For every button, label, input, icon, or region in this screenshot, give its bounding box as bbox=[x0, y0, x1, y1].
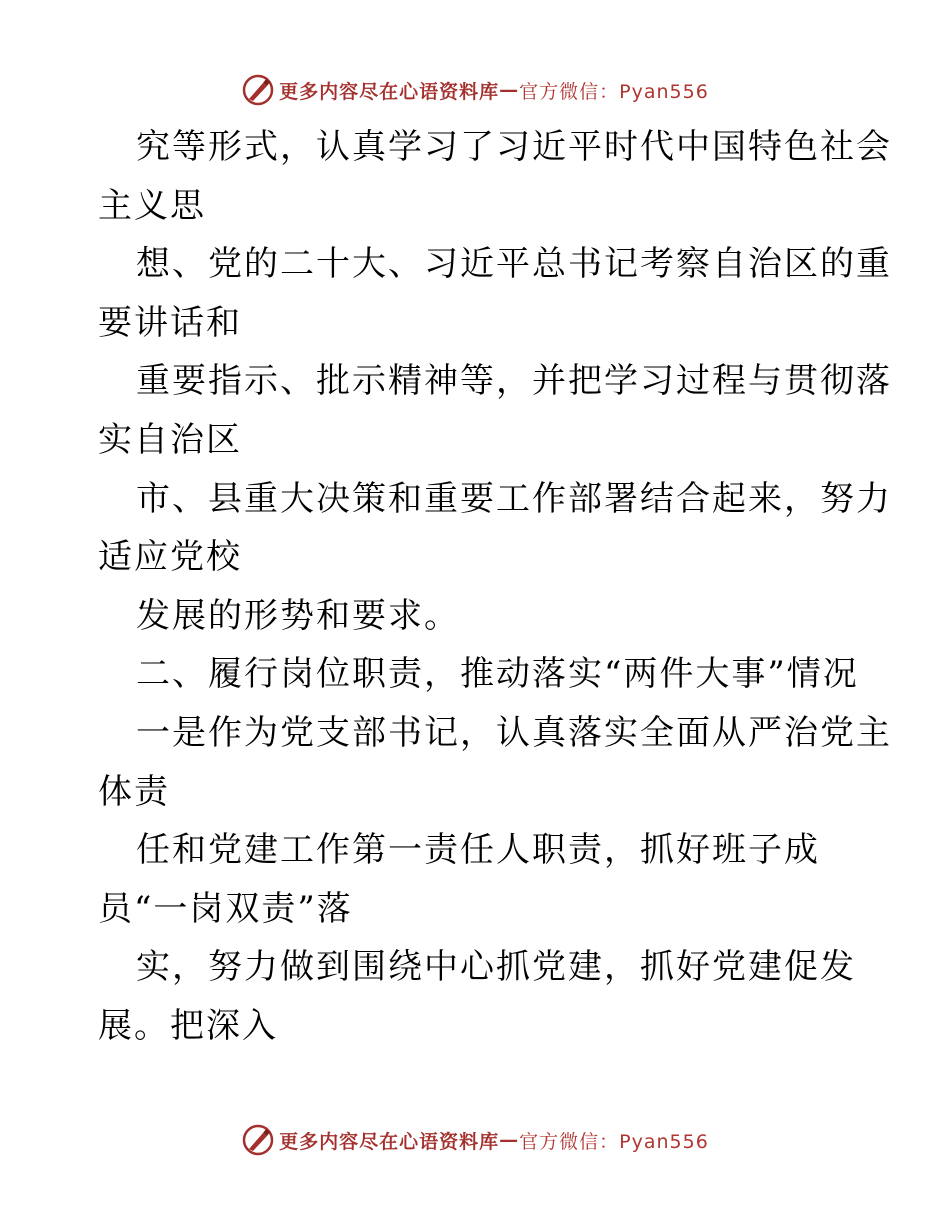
header-wechat-text: 官方微信：Pyan556 bbox=[519, 80, 709, 103]
body-line: 员“一岗双责”落 bbox=[98, 888, 353, 929]
page-footer bbox=[0, 1120, 950, 1160]
body-line: 一是作为党支部书记，认真落实全面从严治党主 bbox=[136, 712, 892, 753]
body-line: 展。把深入 bbox=[98, 1005, 278, 1046]
pen-logo-icon bbox=[241, 73, 275, 107]
body-line: 主义思 bbox=[98, 185, 206, 226]
body-line: 实，努力做到围绕中心抓党建，抓好党建促发 bbox=[136, 947, 856, 988]
footer-dash: — bbox=[499, 1129, 520, 1151]
document-body bbox=[98, 118, 892, 1056]
body-line: 体责 bbox=[98, 771, 170, 812]
body-line: 适应党校 bbox=[98, 537, 242, 578]
body-line: 实自治区 bbox=[98, 419, 242, 460]
pen-logo-icon bbox=[241, 1123, 275, 1157]
body-line: 市、县重大决策和重要工作部署结合起来，努力 bbox=[136, 478, 892, 519]
footer-wechat-text: 官方微信：Pyan556 bbox=[519, 1130, 709, 1153]
body-line: 想、党的二十大、习近平总书记考察自治区的重 bbox=[136, 244, 892, 285]
footer-brand-text: 更多内容尽在心语资料库 bbox=[279, 1130, 500, 1153]
body-line: 要讲话和 bbox=[98, 302, 242, 343]
header-dash: — bbox=[499, 79, 520, 101]
body-line: 究等形式，认真学习了习近平时代中国特色社会 bbox=[136, 127, 892, 167]
body-line: 重要指示、批示精神等，并把学习过程与贯彻落 bbox=[136, 361, 892, 402]
page-header bbox=[0, 70, 950, 110]
section-heading: 二、履行岗位职责，推动落实“两件大事”情况 bbox=[136, 654, 859, 695]
body-line: 任和党建工作第一责任人职责，抓好班子成 bbox=[136, 830, 820, 871]
header-brand-text: 更多内容尽在心语资料库 bbox=[279, 80, 500, 103]
body-line: 发展的形势和要求。 bbox=[136, 595, 460, 636]
